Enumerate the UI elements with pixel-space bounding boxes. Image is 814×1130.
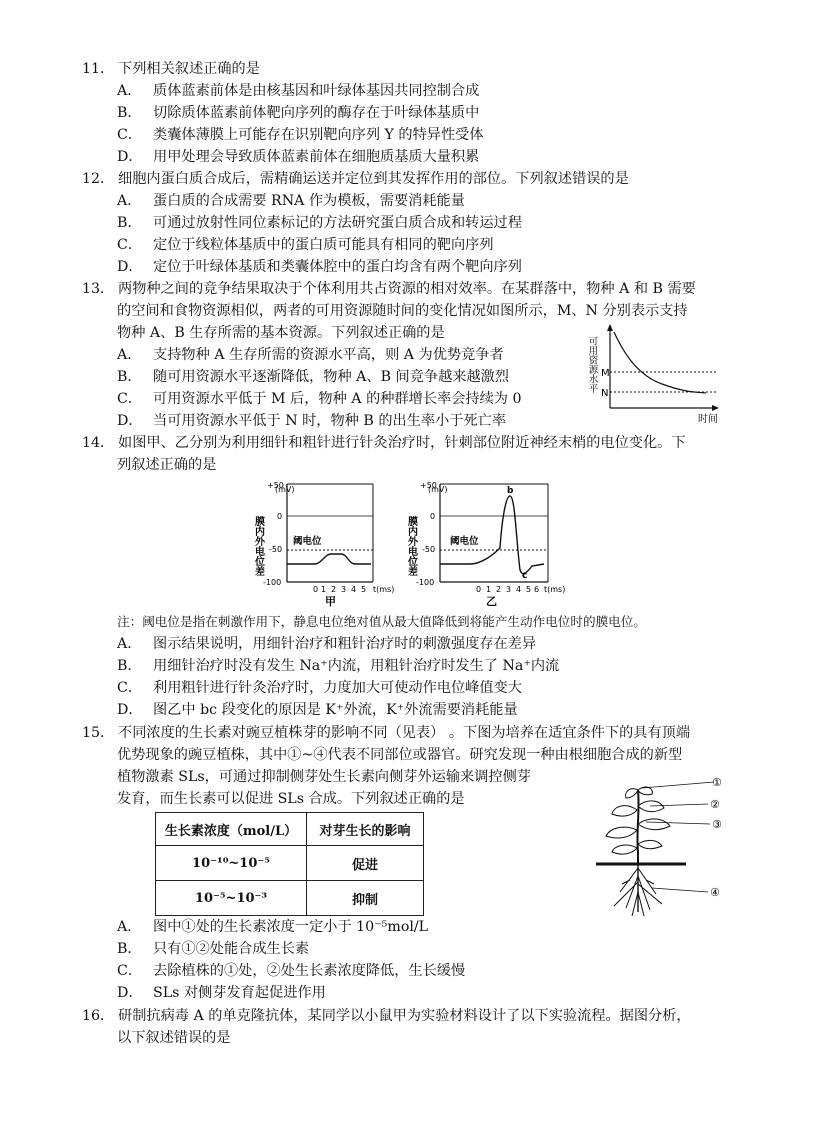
option-letter: D． [117, 702, 143, 718]
q15-option-b[interactable] [117, 938, 309, 960]
question-text: 不同浓度的生长素对豌豆植株芽的影响不同（见表） 。下图为培养在适宜条件下的具有顶端 [118, 725, 691, 741]
option-text: 定位于叶绿体基质和类囊体腔中的蛋白均含有两个靶向序列 [153, 259, 522, 275]
option-text: 去除植株的①处，②处生长素浓度降低，生长缓慢 [153, 963, 466, 979]
xtick-label: 2 [331, 585, 337, 594]
q14-option-c[interactable] [117, 677, 522, 699]
option-text: 利用粗针进行针灸治疗时，力度加大可使动作电位峰值变大 [153, 680, 522, 696]
ytick-label: +50 [420, 481, 437, 490]
question-15-stem-line4: 发育，而生长素可以促进 SLs 合成。下列叙述正确的是 [117, 791, 465, 807]
xtick-label: 1 [321, 585, 327, 594]
question-number: 11． [82, 61, 115, 77]
question-15-stem-line2: 优势现象的豌豆植株，其中①~④代表不同部位或器官。研究发现一种由根细胞合成的新型 [117, 747, 683, 763]
apical-leaf-right [638, 787, 652, 795]
question-number: 16． [82, 1008, 115, 1024]
leaf [612, 806, 637, 816]
table-cell: 10⁻¹⁰~10⁻⁵ [156, 846, 307, 881]
q11-option-c[interactable] [117, 124, 484, 146]
label-2: ② [710, 798, 720, 811]
q13-option-d[interactable] [117, 410, 506, 432]
xtick-label: 3 [506, 585, 512, 594]
graph-x-label: 时间 [698, 414, 718, 425]
xtick-label: 5 [526, 585, 532, 594]
option-letter: D． [117, 259, 143, 275]
question-14-stem-line2: 列叙述正确的是 [117, 457, 217, 473]
graph-y-unit: (mV) [428, 485, 448, 494]
q15-option-c[interactable] [117, 960, 465, 982]
option-letter: D． [117, 149, 143, 165]
table-header-row [156, 813, 424, 846]
option-letter: D． [117, 985, 143, 1001]
xtick-label: t(ms) [373, 585, 395, 594]
option-text: 定位于线粒体基质中的蛋白质可能具有相同的靶向序列 [153, 237, 494, 253]
graph-x-arrow [712, 405, 719, 411]
panel-label-a: 甲 [325, 595, 336, 608]
table-row [156, 846, 424, 881]
auxin-effect-table [155, 812, 424, 916]
xtick-label: 3 [341, 585, 347, 594]
option-text: 当可用资源水平低于 N 时，物种 B 的出生率小于死亡率 [153, 413, 507, 429]
graph-y-unit: (mV) [275, 485, 295, 494]
option-letter: A． [117, 347, 142, 363]
option-text: 蛋白质的合成需要 RNA 作为模板，需要消耗能量 [153, 193, 465, 209]
xtick-label: t(ms) [544, 585, 566, 594]
q12-option-d[interactable] [117, 256, 522, 278]
ytick-label: 0 [430, 512, 436, 521]
option-text: 只有①②处能合成生长素 [153, 941, 310, 957]
option-text: 用细针治疗时没有发生 Na⁺内流，用粗针治疗时发生了 Na⁺内流 [153, 658, 560, 674]
option-letter: A． [117, 919, 142, 935]
table-header: 对芽生长的影响 [307, 813, 424, 846]
label-1: ① [712, 776, 722, 789]
option-text: 随可用资源水平逐渐降低，物种 A、B 间竞争越来越激烈 [153, 369, 510, 385]
option-letter: C． [117, 237, 143, 253]
graph-y-label: 膜内外电位差 [405, 516, 417, 576]
option-letter: B． [117, 369, 142, 385]
q12-option-c[interactable] [117, 234, 494, 256]
question-15-stem [82, 722, 690, 744]
pea-plant-diagram [590, 772, 740, 922]
point-b-label: b [507, 486, 514, 496]
ytick-label: -50 [422, 545, 436, 554]
question-14-stem [82, 432, 686, 454]
threshold-label: 阈电位 [293, 536, 322, 547]
option-text: 图中①处的生长素浓度一定小于 10⁻⁵mol/L [153, 919, 429, 935]
ytick-label: +50 [267, 481, 284, 490]
question-11-stem [82, 58, 260, 80]
ytick-label: -100 [416, 578, 435, 587]
xtick-label: 0 [476, 585, 482, 594]
label-line-4 [652, 888, 708, 892]
question-15-stem-line3: 植物激素 SLs，可通过抑制侧芽处生长素向侧芽外运输来调控侧芽 [117, 769, 531, 785]
question-text: 两物种之间的竞争结果取决于个体利用共占资源的相对效率。在某群落中，物种 A 和 B 需要 [118, 281, 696, 297]
xtick-label: 1 [486, 585, 492, 594]
question-13-stem-line2: 的空间和食物资源相似，两者的可用资源随时间的变化情况如图所示，M、N 分别表示支持 [117, 303, 688, 319]
question-text: 细胞内蛋白质合成后，需精确运送并定位到其发挥作用的部位。下列叙述错误的是 [118, 171, 629, 187]
question-number: 14． [82, 435, 115, 451]
q14-option-a[interactable] [117, 633, 536, 655]
option-letter: D． [117, 413, 143, 429]
question-text: 下列相关叙述正确的是 [118, 61, 260, 77]
question-number: 12． [82, 171, 115, 187]
point-c-label: c [522, 571, 528, 581]
option-letter: B． [117, 105, 142, 121]
option-letter: B． [117, 215, 142, 231]
option-letter: C． [117, 391, 143, 407]
q11-option-d[interactable] [117, 146, 479, 168]
option-text: 类囊体薄膜上可能存在识别靶向序列 Y 的特异性受体 [153, 127, 484, 143]
q12-option-b[interactable] [117, 212, 522, 234]
n-label: N [601, 388, 609, 399]
xtick-label: 0 [313, 585, 319, 594]
table-row [156, 881, 424, 916]
table-cell: 促进 [307, 846, 424, 881]
option-text: 切除质体蓝素前体靶向序列的酶存在于叶绿体基质中 [153, 105, 480, 121]
q15-option-d[interactable] [117, 982, 326, 1004]
xtick-label: 6 [534, 585, 540, 594]
xtick-label: 2 [496, 585, 502, 594]
option-text: 质体蓝素前体是由核基因和叶绿体基因共同控制合成 [153, 83, 480, 99]
xtick-label: 5 [361, 585, 367, 594]
table-header: 生长素浓度（mol/L） [156, 813, 307, 846]
option-text: 图乙中 bc 段变化的原因是 K⁺外流，K⁺外流需要消耗能量 [153, 702, 518, 718]
resource-level-graph [588, 322, 728, 426]
potential-curve-b [440, 496, 544, 573]
potential-curve-a [287, 554, 371, 564]
potential-graph-b [398, 478, 573, 608]
table-cell: 抑制 [307, 881, 424, 916]
question-number: 13． [82, 281, 115, 297]
q14-note: 注：阈电位是指在刺激作用下，静息电位绝对值从最大值降低到将能产生动作电位时的膜电位。 [117, 614, 646, 629]
ytick-label: -50 [269, 545, 283, 554]
potential-graph-a [245, 478, 395, 608]
option-letter: C． [117, 963, 143, 979]
q13-option-c[interactable] [117, 388, 521, 410]
option-text: 图示结果说明，用细针治疗和粗针治疗时的刺激强度存在差异 [153, 636, 537, 652]
panel-label-b: 乙 [486, 595, 497, 608]
leaf [606, 827, 637, 838]
label-line-1 [642, 782, 714, 788]
threshold-label: 阈电位 [450, 536, 479, 547]
ytick-label: 0 [277, 512, 283, 521]
q12-option-a[interactable] [117, 190, 465, 212]
option-letter: C． [117, 127, 143, 143]
q14-option-b[interactable] [117, 655, 559, 677]
option-letter: A． [117, 193, 142, 209]
q11-option-b[interactable] [117, 102, 479, 124]
m-label: M [601, 368, 610, 379]
question-16-stem [82, 1005, 691, 1027]
graph-y-label: 可用资源水平 [586, 336, 598, 393]
q13-option-a[interactable] [117, 344, 504, 366]
label-3: ③ [712, 818, 722, 831]
option-text: 可通过放射性同位素标记的方法研究蛋白质合成和转运过程 [153, 215, 522, 231]
question-text: 如图甲、乙分别为利用细针和粗针进行针灸治疗时，针刺部位附近神经末梢的电位变化。下 [118, 435, 686, 451]
q13-option-b[interactable] [117, 366, 509, 388]
question-text: 研制抗病毒 A 的单克隆抗体，某同学以小鼠甲为实验材料设计了以下实验流程。据图分析， [118, 1008, 691, 1024]
leaf [638, 840, 662, 848]
option-text: 可用资源水平低于 M 后，物种 A 的种群增长率会持续为 0 [153, 391, 522, 407]
q15-option-a[interactable] [117, 916, 428, 938]
leaf [638, 819, 670, 830]
option-text: 用甲处理会导致质体蓝素前体在细胞质基质大量积累 [153, 149, 480, 165]
option-letter: B． [117, 658, 142, 674]
option-letter: A． [117, 636, 142, 652]
option-letter: C． [117, 680, 143, 696]
resource-curve [614, 332, 706, 393]
question-12-stem [82, 168, 629, 190]
question-16-stem-line2: 以下叙述错误的是 [117, 1030, 231, 1046]
graph-y-arrow [607, 324, 613, 331]
option-text: 支持物种 A 生存所需的资源水平高，则 A 为优势竞争者 [153, 347, 504, 363]
option-text: SLs 对侧芽发育起促进作用 [153, 985, 326, 1001]
ytick-label: -100 [263, 578, 282, 587]
option-letter: A． [117, 83, 142, 99]
apical-leaf-left [626, 789, 638, 798]
xtick-label: 4 [351, 585, 357, 594]
question-number: 15． [82, 725, 115, 741]
plant-stem [637, 790, 638, 864]
table-cell: 10⁻⁵~10⁻³ [156, 881, 307, 916]
label-4: ④ [710, 886, 720, 899]
question-13-stem-line3: 物种 A、B 生存所需的基本资源。下列叙述正确的是 [117, 325, 445, 341]
xtick-label: 4 [516, 585, 522, 594]
q11-option-a[interactable] [117, 80, 479, 102]
leaf [612, 845, 637, 854]
graph-y-label: 膜内外电位差 [252, 516, 264, 576]
option-letter: B． [117, 941, 142, 957]
q14-option-d[interactable] [117, 699, 518, 721]
question-13-stem [82, 278, 696, 300]
